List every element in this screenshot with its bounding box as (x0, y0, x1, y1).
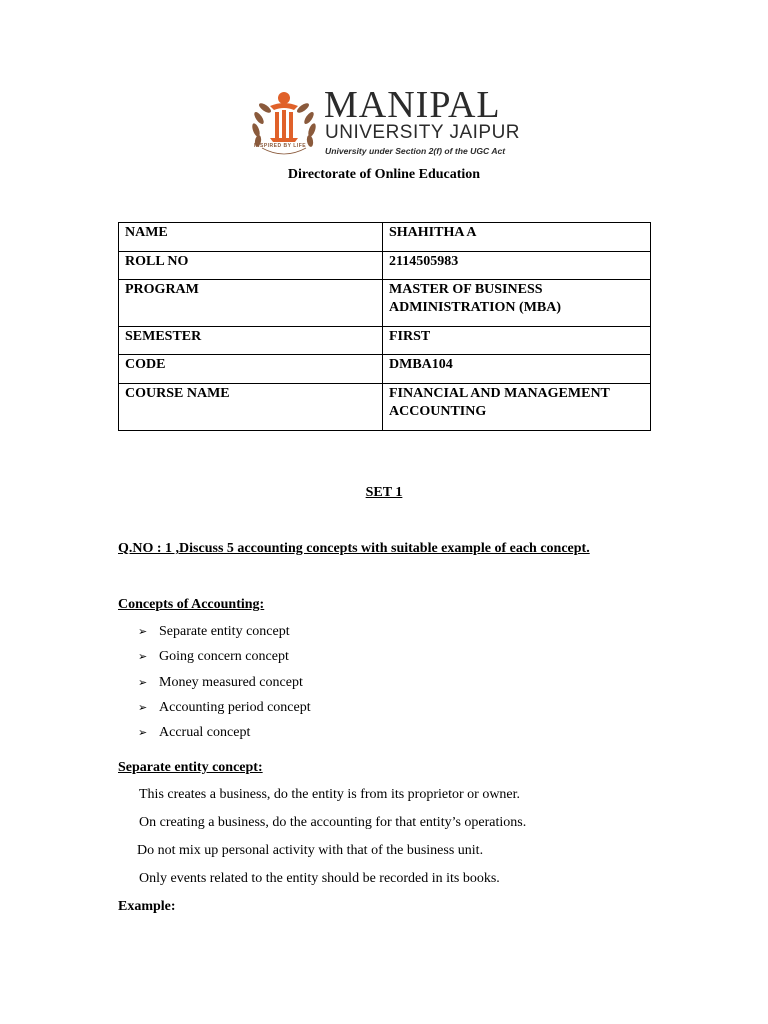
list-item (138, 673, 311, 698)
logo-name: MANIPAL (324, 84, 501, 126)
list-item-label: Accrual concept (159, 725, 251, 741)
paragraph-line: Only events related to the entity should be recorded in its books. (139, 871, 500, 886)
field-label: PROGRAM (119, 280, 383, 327)
list-item (138, 698, 311, 723)
list-item-label: Money measured concept (159, 674, 303, 690)
field-value-line: ADMINISTRATION (MBA) (389, 300, 562, 315)
table-row (119, 355, 651, 384)
field-value (383, 384, 651, 431)
paragraph-line: This creates a business, do the entity is from its proprietor or owner. (139, 787, 521, 802)
field-label: COURSE NAME (119, 384, 383, 431)
section-heading: Separate entity concept: (118, 760, 263, 775)
field-value-line: 2114505983 (389, 254, 459, 269)
arrow-bullet-icon: ➢ (138, 700, 148, 714)
arrow-bullet-icon: ➢ (138, 675, 148, 689)
directorate-title: Directorate of Online Education (287, 167, 481, 182)
paragraph-line: On creating a business, do the accounting for that entity’s operations. (139, 815, 527, 830)
logo-motto: INSPIRED BY LIFE (254, 143, 307, 149)
arrow-bullet-icon: ➢ (138, 625, 148, 638)
example-label: Example: (118, 899, 176, 914)
list-item-label: Separate entity concept (159, 624, 290, 639)
list-item (138, 723, 311, 748)
field-value-line: FIRST (389, 329, 431, 344)
field-value (383, 280, 651, 327)
arrow-bullet-icon: ➢ (138, 650, 148, 664)
field-label: SEMESTER (119, 327, 383, 355)
field-label: NAME (119, 223, 383, 252)
list-item-label: Going concern concept (159, 649, 289, 665)
concepts-heading: Concepts of Accounting: (118, 597, 265, 612)
table-row (119, 327, 651, 355)
arrow-bullet-icon: ➢ (138, 726, 148, 740)
field-value-line: SHAHITHA A (389, 225, 477, 240)
field-value-line: DMBA104 (389, 357, 453, 372)
table-row (119, 223, 651, 252)
field-value (383, 223, 651, 252)
field-value-line: FINANCIAL AND MANAGEMENT (389, 386, 610, 401)
table-row (119, 280, 651, 327)
list-item (138, 647, 311, 672)
field-label: ROLL NO (119, 252, 383, 280)
field-value (383, 327, 651, 355)
paragraph-line: Do not mix up personal activity with that of the business unit. (137, 843, 484, 858)
university-logo (248, 86, 520, 160)
logo-tagline: University under Section 2(f) of the UGC Act (325, 146, 506, 156)
field-value (383, 252, 651, 280)
field-value (383, 355, 651, 384)
field-value-line: MASTER OF BUSINESS (389, 282, 543, 297)
field-value-line: ACCOUNTING (389, 404, 487, 419)
logo-subtitle: UNIVERSITY JAIPUR (325, 122, 521, 143)
table-row (119, 384, 651, 431)
list-item-label: Accounting period concept (159, 699, 311, 715)
field-label: CODE (119, 355, 383, 384)
question-text: Q.NO : 1 ,Discuss 5 accounting concepts with suitable example of each concept. (118, 541, 590, 556)
concepts-list (138, 622, 311, 748)
set-title: SET 1 (365, 485, 403, 500)
list-item (138, 622, 311, 647)
table-row (119, 252, 651, 280)
student-info-table (118, 222, 651, 431)
